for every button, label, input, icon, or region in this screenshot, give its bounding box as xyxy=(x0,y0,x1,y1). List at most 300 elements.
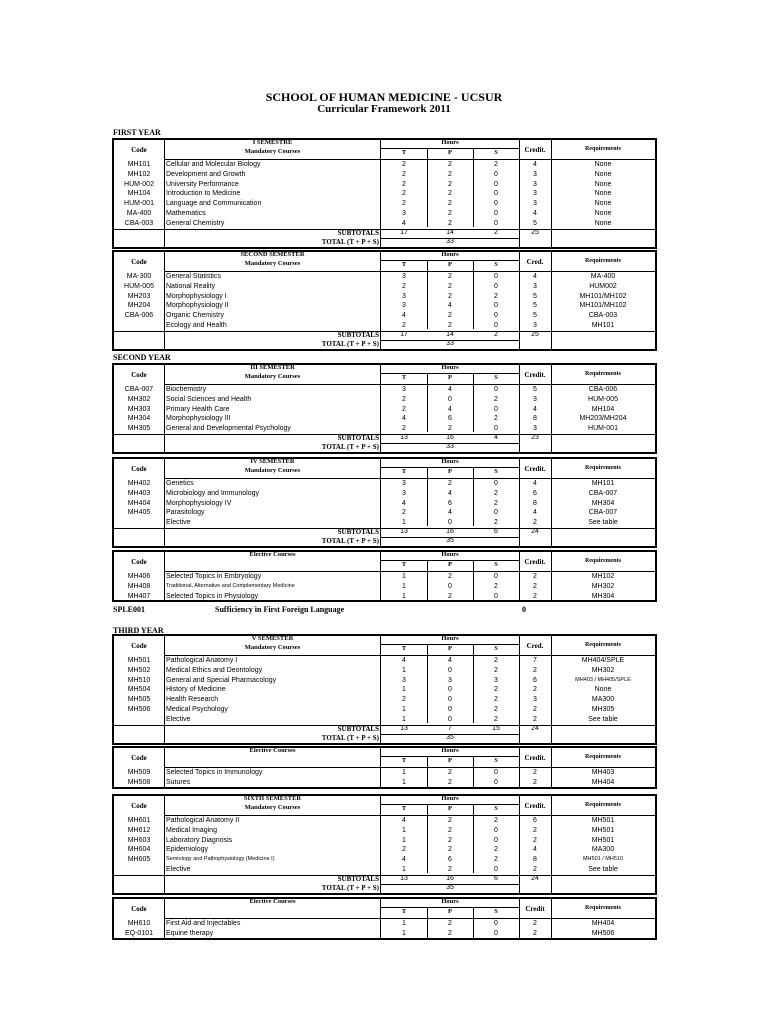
course-name: Equine therapy xyxy=(166,929,214,937)
hours-rule xyxy=(381,907,519,908)
requirements-header: Requirements xyxy=(585,465,621,471)
hours-t: 4 xyxy=(402,415,406,423)
group-header: Mandatory Courses xyxy=(244,148,301,155)
table-row xyxy=(114,385,655,395)
course-name: Genetics xyxy=(166,480,194,487)
hours-t: 1 xyxy=(402,826,406,834)
course-name: Laboratory Diagnosis xyxy=(166,836,233,844)
hours-p: 2 xyxy=(448,826,452,834)
course-name: Selected Topics in Embryology xyxy=(166,573,262,580)
course-name: Primary Health Care xyxy=(166,405,230,413)
hours-p: 2 xyxy=(448,312,452,320)
subtotal-p: 16 xyxy=(446,434,454,441)
hours-p: 0 xyxy=(448,696,452,704)
requirements: None xyxy=(594,200,612,208)
code-header: Code xyxy=(131,802,147,810)
total-hours: 33 xyxy=(446,443,454,450)
subtotal-t: 13 xyxy=(400,434,408,441)
credits: 5 xyxy=(533,386,537,393)
course-code: MH510 xyxy=(127,676,151,684)
total-hours: 33 xyxy=(446,237,454,245)
course-name: Medical Psychology xyxy=(166,705,228,713)
course-name: History of Medicine xyxy=(166,686,226,694)
hours-p: 2 xyxy=(448,573,452,580)
table-header xyxy=(114,552,655,572)
credits: 2 xyxy=(533,666,537,674)
hours-header: Hours xyxy=(441,747,459,754)
hours-t: 2 xyxy=(402,180,406,188)
hours-p: 2 xyxy=(448,161,452,168)
hours-p: 2 xyxy=(448,846,452,854)
hours-t: 2 xyxy=(402,405,406,413)
credits: 2 xyxy=(533,769,537,776)
requirements: CBA-003 xyxy=(588,312,618,320)
table-row xyxy=(114,685,655,695)
hours-p: 2 xyxy=(448,865,452,873)
credit-header: Credit xyxy=(525,905,545,913)
course-name: General and Developmental Psychology xyxy=(166,425,291,433)
requirements-header: Requirements xyxy=(585,642,621,648)
hours-t-header: T xyxy=(401,374,407,381)
hours-t: 4 xyxy=(402,499,406,507)
credits: 5 xyxy=(533,292,537,300)
course-code: EQ-0101 xyxy=(124,929,154,937)
course-code: CBA-006 xyxy=(124,312,154,320)
subtotal-credits: 23 xyxy=(531,434,539,441)
course-name: First Aid and Injectables xyxy=(166,920,241,927)
course-code: HUM-005 xyxy=(124,282,154,290)
credits: 3 xyxy=(533,180,537,188)
hours-t: 1 xyxy=(402,929,406,937)
credits: 5 xyxy=(533,312,537,320)
hours-s-header: S xyxy=(494,561,498,568)
hours-t: 1 xyxy=(402,778,406,786)
curriculum-table xyxy=(112,138,657,249)
code-header: Code xyxy=(131,905,147,913)
course-code: MH303 xyxy=(127,405,151,413)
hours-header: Hours xyxy=(441,898,459,905)
table-row xyxy=(114,845,655,855)
hours-p: 2 xyxy=(448,836,452,844)
course-name: General Statistics xyxy=(166,273,221,280)
table-row xyxy=(114,479,655,489)
subtotals-label: SUBTOTALS xyxy=(337,528,379,536)
hours-header: Hours xyxy=(441,458,459,465)
course-name: Microbiology and Immunology xyxy=(166,489,259,497)
table-row xyxy=(114,508,655,518)
total-label: TOTAL (T + P + S) xyxy=(321,339,379,348)
table-row xyxy=(114,705,655,715)
hours-t: 2 xyxy=(402,282,406,290)
table-row xyxy=(114,499,655,509)
hours-t: 1 xyxy=(402,705,406,713)
requirements: None xyxy=(594,180,612,188)
requirements-header: Requirements xyxy=(585,905,621,911)
hours-t-header: T xyxy=(401,149,407,156)
hours-t: 2 xyxy=(402,846,406,854)
credits: 4 xyxy=(533,846,537,854)
credits: 2 xyxy=(533,778,537,786)
course-code: CBA-007 xyxy=(124,386,154,393)
hours-p-header: P xyxy=(448,468,452,475)
course-code xyxy=(114,865,164,875)
credits: 2 xyxy=(533,573,537,580)
table-header xyxy=(114,459,655,479)
subtotal-credits: 24 xyxy=(531,874,539,882)
hours-s-header: S xyxy=(494,908,498,915)
course-code: MH501 xyxy=(127,657,151,664)
credits: 8 xyxy=(533,499,537,507)
hours-p: 2 xyxy=(448,273,452,280)
requirements: MH501 xyxy=(591,836,615,844)
subtotal-s: 2 xyxy=(494,228,498,236)
course-code: MH304 xyxy=(127,415,151,423)
requirements-header: Requirements xyxy=(585,258,621,264)
subtotal-credits: 24 xyxy=(531,724,539,732)
hours-t: 1 xyxy=(402,592,406,600)
hours-t: 1 xyxy=(402,573,406,580)
course-name: General Chemistry xyxy=(166,219,225,227)
hours-s: 2 xyxy=(494,395,498,403)
course-name: Selected Topics in Immunology xyxy=(166,769,263,776)
hours-p-header: P xyxy=(448,561,452,568)
table-row xyxy=(114,518,655,528)
table-row xyxy=(114,282,655,292)
requirements: MH501 xyxy=(591,817,615,824)
hours-s: 0 xyxy=(494,836,498,844)
credit-header: Credit. xyxy=(524,371,546,379)
subtotal-t: 17 xyxy=(400,228,408,236)
table-row xyxy=(114,414,655,424)
course-code: MH612 xyxy=(127,826,151,834)
requirements: MH203/MH204 xyxy=(579,415,627,423)
hours-t: 3 xyxy=(402,480,406,487)
course-code: MH509 xyxy=(127,769,151,776)
requirements: CBA-007 xyxy=(588,489,618,497)
hours-p: 2 xyxy=(448,321,452,329)
hours-s: 0 xyxy=(494,190,498,198)
hours-s: 0 xyxy=(494,573,498,580)
hours-s: 0 xyxy=(494,865,498,873)
hours-s: 0 xyxy=(494,929,498,937)
table-header xyxy=(114,365,655,385)
hours-p: 2 xyxy=(448,592,452,600)
course-name: Morphophysiology IV xyxy=(166,499,232,507)
table-header xyxy=(114,252,655,272)
hours-t: 2 xyxy=(402,321,406,329)
hours-t: 4 xyxy=(402,817,406,824)
semester-header: Elective Courses xyxy=(249,747,296,754)
hours-p: 6 xyxy=(448,415,452,423)
credits: 2 xyxy=(533,865,537,873)
table-row xyxy=(114,826,655,836)
credits: 6 xyxy=(533,676,537,684)
semester-header: I SEMESTRE xyxy=(252,139,293,146)
course-name: Elective xyxy=(166,519,191,527)
hours-t: 2 xyxy=(402,170,406,178)
total-label: TOTAL (T + P + S) xyxy=(321,443,379,451)
hours-s: 2 xyxy=(494,696,498,704)
hours-rule xyxy=(381,644,519,645)
table-row xyxy=(114,160,655,170)
table-row xyxy=(114,170,655,180)
course-code: MH203 xyxy=(127,292,151,300)
requirements: See table xyxy=(588,865,618,873)
hours-p: 2 xyxy=(448,778,452,786)
table-row xyxy=(114,865,655,875)
credits: 6 xyxy=(533,489,537,497)
hours-p-header: P xyxy=(448,374,452,381)
code-header: Code xyxy=(131,371,147,379)
credits: 8 xyxy=(533,415,537,423)
hours-header: Hours xyxy=(441,364,459,371)
course-name: Traditional, Alternative and Complementary Medicine xyxy=(166,582,295,589)
hours-s: 0 xyxy=(494,180,498,188)
requirements: MA300 xyxy=(591,846,615,854)
requirements: HUM-001 xyxy=(588,425,618,433)
course-name: Organic Chemistry xyxy=(166,312,224,320)
requirements: MH101/MH102 xyxy=(579,302,627,310)
hours-s: 2 xyxy=(494,292,498,300)
requirements: MH501 xyxy=(591,826,615,834)
table-row xyxy=(114,929,655,939)
hours-p: 4 xyxy=(448,405,452,413)
hours-t: 3 xyxy=(402,292,406,300)
requirements: MH501 / MH510 xyxy=(582,856,624,863)
hours-rule xyxy=(381,260,519,261)
course-code: MH204 xyxy=(127,302,151,310)
table-row xyxy=(114,592,655,602)
total-hours: 35 xyxy=(446,733,454,741)
credits: 5 xyxy=(533,219,537,227)
hours-p: 2 xyxy=(448,920,452,927)
course-code: MH505 xyxy=(127,696,151,704)
course-name: Semiology and Pathophysiology (Medicine I) xyxy=(166,856,275,863)
requirements: MH304 xyxy=(591,499,615,507)
hours-s: 0 xyxy=(494,321,498,329)
hours-s: 2 xyxy=(494,519,498,527)
hours-t: 1 xyxy=(402,769,406,776)
course-code: MH402 xyxy=(127,480,151,487)
credits: 2 xyxy=(533,582,537,590)
hours-p: 3 xyxy=(448,676,452,684)
hours-t: 1 xyxy=(402,715,406,723)
hours-s: 2 xyxy=(494,846,498,854)
requirements: HUM-005 xyxy=(588,395,618,403)
requirements: MH104 xyxy=(591,405,615,413)
hours-p: 4 xyxy=(448,657,452,664)
hours-s: 0 xyxy=(494,769,498,776)
hours-s: 0 xyxy=(494,778,498,786)
course-name: Mathematics xyxy=(166,209,206,217)
credit-header: Credit. xyxy=(524,754,546,762)
credits: 2 xyxy=(533,836,537,844)
requirements-header: Requirements xyxy=(585,558,621,564)
hours-p: 0 xyxy=(448,582,452,590)
requirements: None xyxy=(594,161,612,168)
group-header: Mandatory Courses xyxy=(244,804,301,811)
requirements: MH302 xyxy=(591,582,615,590)
course-code: MH102 xyxy=(127,170,151,178)
hours-s: 0 xyxy=(494,302,498,310)
course-name: Elective xyxy=(166,715,191,723)
course-name: Epidemiology xyxy=(166,846,209,854)
credits: 2 xyxy=(533,686,537,694)
year-heading-first: FIRST YEAR xyxy=(113,128,161,137)
code-header: Code xyxy=(131,754,147,762)
table-row xyxy=(114,676,655,686)
hours-s-header: S xyxy=(494,374,498,381)
subtotal-p: 14 xyxy=(446,330,454,338)
credits: 3 xyxy=(533,395,537,403)
hours-s: 2 xyxy=(494,817,498,824)
sple-credits: 0 xyxy=(522,605,526,614)
subtotals-label: SUBTOTALS xyxy=(337,874,379,883)
hours-p-header: P xyxy=(448,757,452,764)
subtotal-s: 2 xyxy=(494,330,498,338)
requirements: CBA-006 xyxy=(588,386,618,393)
hours-s-header: S xyxy=(494,149,498,156)
subtotal-s: 4 xyxy=(494,434,498,441)
hours-header: Hours xyxy=(441,251,459,258)
hours-p: 2 xyxy=(448,425,452,433)
requirements-header: Requirements xyxy=(585,802,621,808)
subtotals-label: SUBTOTALS xyxy=(337,330,379,339)
subtotal-s: 6 xyxy=(494,874,498,882)
hours-s: 2 xyxy=(494,856,498,864)
hours-t-header: T xyxy=(401,645,407,652)
course-code: MH504 xyxy=(127,686,151,694)
requirements: None xyxy=(594,209,612,217)
code-header: Code xyxy=(131,146,147,154)
hours-t: 3 xyxy=(402,386,406,393)
table-row xyxy=(114,272,655,282)
requirements-header: Requirements xyxy=(585,754,621,760)
hours-p-header: P xyxy=(448,149,452,156)
hours-s: 0 xyxy=(494,200,498,208)
total-label: TOTAL (T + P + S) xyxy=(321,537,379,545)
hours-s: 2 xyxy=(494,415,498,423)
requirements: MA300 xyxy=(591,696,615,704)
course-code: MH601 xyxy=(127,817,151,824)
hours-t-header: T xyxy=(401,468,407,475)
hours-rule xyxy=(381,148,519,149)
code-header: Code xyxy=(131,465,147,473)
course-name: Morphophysiology II xyxy=(166,302,229,310)
course-name: Language and Communication xyxy=(166,200,262,208)
hours-s: 0 xyxy=(494,592,498,600)
hours-p: 4 xyxy=(448,489,452,497)
credits: 3 xyxy=(533,200,537,208)
table-row xyxy=(114,855,655,865)
credits: 4 xyxy=(533,509,537,517)
requirements: MH305 xyxy=(591,705,615,713)
course-code: MH604 xyxy=(127,846,151,854)
credits: 2 xyxy=(533,826,537,834)
subtotal-t: 13 xyxy=(400,528,408,535)
subtotal-credits: 25 xyxy=(531,228,539,236)
table-row xyxy=(114,489,655,499)
hours-p: 2 xyxy=(448,219,452,227)
requirements: See table xyxy=(588,715,618,723)
curriculum-table xyxy=(112,746,657,789)
subtotal-t: 17 xyxy=(400,330,408,338)
credits: 2 xyxy=(533,519,537,527)
course-name: Selected Topics in Physiology xyxy=(166,592,259,600)
credits: 3 xyxy=(533,425,537,433)
code-header: Code xyxy=(131,642,147,650)
table-header xyxy=(114,899,655,919)
course-name: Medical Imaging xyxy=(166,826,217,834)
credit-header: Credit. xyxy=(524,802,546,810)
subtotal-s: 6 xyxy=(494,528,498,535)
credit-header: Credit. xyxy=(524,558,546,566)
course-code: MH508 xyxy=(127,778,151,786)
subtotal-p: 16 xyxy=(446,874,454,882)
hours-t-header: T xyxy=(401,908,407,915)
table-row xyxy=(114,292,655,302)
course-code: MH405 xyxy=(127,509,151,517)
hours-p: 2 xyxy=(448,190,452,198)
hours-p: 2 xyxy=(448,929,452,937)
hours-t: 4 xyxy=(402,657,406,664)
subtotal-s: 15 xyxy=(492,724,500,732)
hours-p-header: P xyxy=(448,805,452,812)
hours-t: 3 xyxy=(402,676,406,684)
hours-p: 0 xyxy=(448,395,452,403)
hours-rule xyxy=(381,756,519,757)
semester-header: III SEMESTER xyxy=(250,364,295,371)
credits: 3 xyxy=(533,170,537,178)
requirements: MH102 xyxy=(591,573,615,580)
requirements: MA-400 xyxy=(590,273,616,280)
credit-header: Cred. xyxy=(526,258,544,266)
hours-s: 3 xyxy=(494,676,498,684)
hours-s: 0 xyxy=(494,509,498,517)
hours-p: 6 xyxy=(448,499,452,507)
credits: 4 xyxy=(533,273,537,280)
hours-t: 2 xyxy=(402,696,406,704)
hours-s: 0 xyxy=(494,282,498,290)
hours-s-header: S xyxy=(494,468,498,475)
hours-p: 2 xyxy=(448,180,452,188)
sple-code: SPLE001 xyxy=(113,605,146,614)
table-row xyxy=(114,816,655,826)
requirements: MH101 xyxy=(591,321,615,329)
hours-s: 2 xyxy=(494,582,498,590)
credits: 3 xyxy=(533,696,537,704)
semester-header: SECOND SEMESTER xyxy=(240,251,305,258)
course-code: MH403 xyxy=(127,489,151,497)
hours-s: 0 xyxy=(494,170,498,178)
credits: 3 xyxy=(533,190,537,198)
requirements: HUM002 xyxy=(589,282,617,290)
table-header xyxy=(114,796,655,816)
table-row xyxy=(114,695,655,705)
hours-p: 2 xyxy=(448,480,452,487)
total-label: TOTAL (T + P + S) xyxy=(321,883,379,892)
requirements: MH404 xyxy=(591,778,615,786)
hours-p: 0 xyxy=(448,686,452,694)
table-row xyxy=(114,311,655,321)
hours-s: 0 xyxy=(494,405,498,413)
hours-t-header: T xyxy=(401,261,407,268)
hours-s: 2 xyxy=(494,705,498,713)
table-row xyxy=(114,424,655,434)
hours-t: 1 xyxy=(402,920,406,927)
hours-s: 0 xyxy=(494,219,498,227)
course-name: Morphophysiology I xyxy=(166,292,227,300)
